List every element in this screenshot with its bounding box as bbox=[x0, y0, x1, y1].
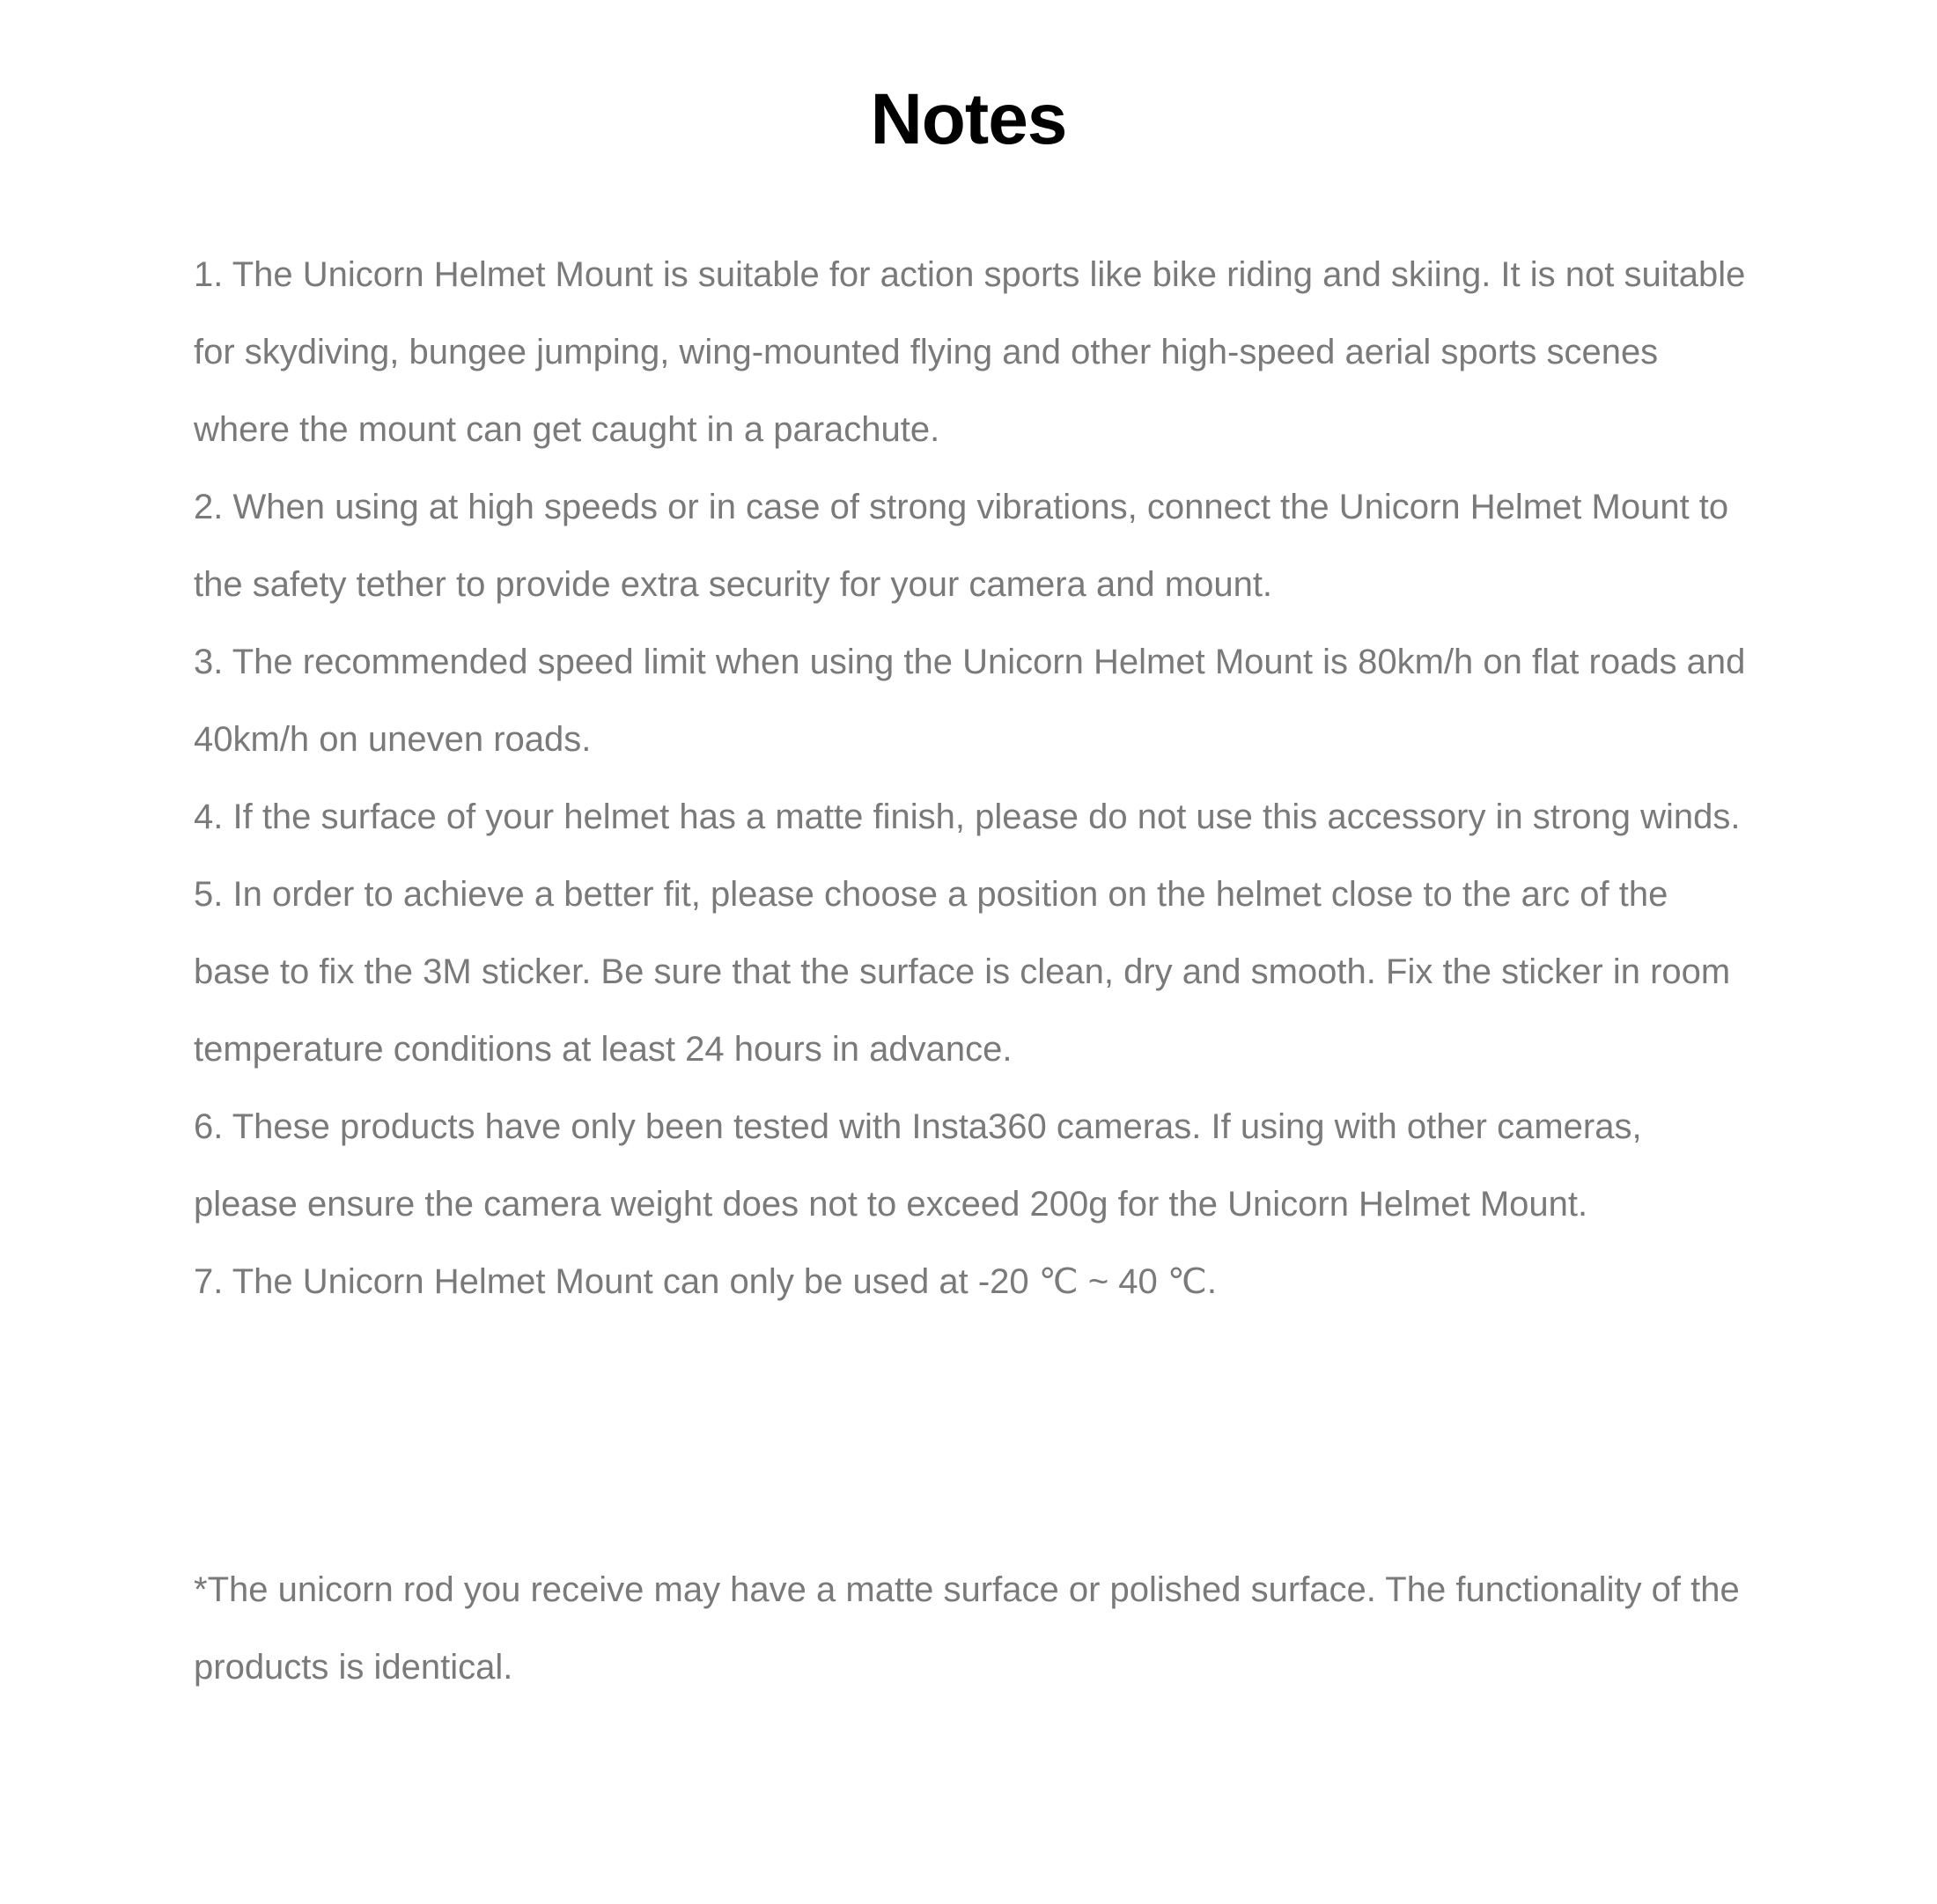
footnote: *The unicorn rod you receive may have a matte surface or polished surface. The functionality of the products is identical. bbox=[194, 1570, 1740, 1687]
note-item-1: 1. The Unicorn Helmet Mount is suitable for action sports like bike riding and skiing. It is not suitable for skydiving, bungee jumping, wing-mounted flying and other high-speed aerial sports scenes where the mount can get caught in a parachute. bbox=[194, 255, 1746, 449]
note-item-6: 6. These products have only been tested with Insta360 cameras. If using with other cameras, please ensure the camera weight does not to exceed 200g for the Unicorn Helmet Mount. bbox=[194, 1107, 1642, 1224]
note-item-4: 4. If the surface of your helmet has a matte finish, please do not use this accessory in strong winds. bbox=[194, 798, 1741, 836]
page-title: Notes bbox=[870, 79, 1067, 159]
note-item-7: 7. The Unicorn Helmet Mount can only be used at -20 ℃ ~ 40 ℃. bbox=[194, 1262, 1217, 1301]
notes-list bbox=[194, 236, 1752, 1320]
note-item-3: 3. The recommended speed limit when using the Unicorn Helmet Mount is 80km/h on flat roads and 40km/h on uneven roads. bbox=[194, 643, 1746, 759]
note-item-5: 5. In order to achieve a better fit, please choose a position on the helmet close to the arc of the base to fix the 3M sticker. Be sure that the surface is clean, dry and smooth. Fix the sticker in room temperature conditions at least 24 hours in advance. bbox=[194, 875, 1731, 1069]
note-item-2: 2. When using at high speeds or in case of strong vibrations, connect the Unicorn Helmet Mount to the safety tether to provide extra security for your camera and mount. bbox=[194, 488, 1729, 604]
